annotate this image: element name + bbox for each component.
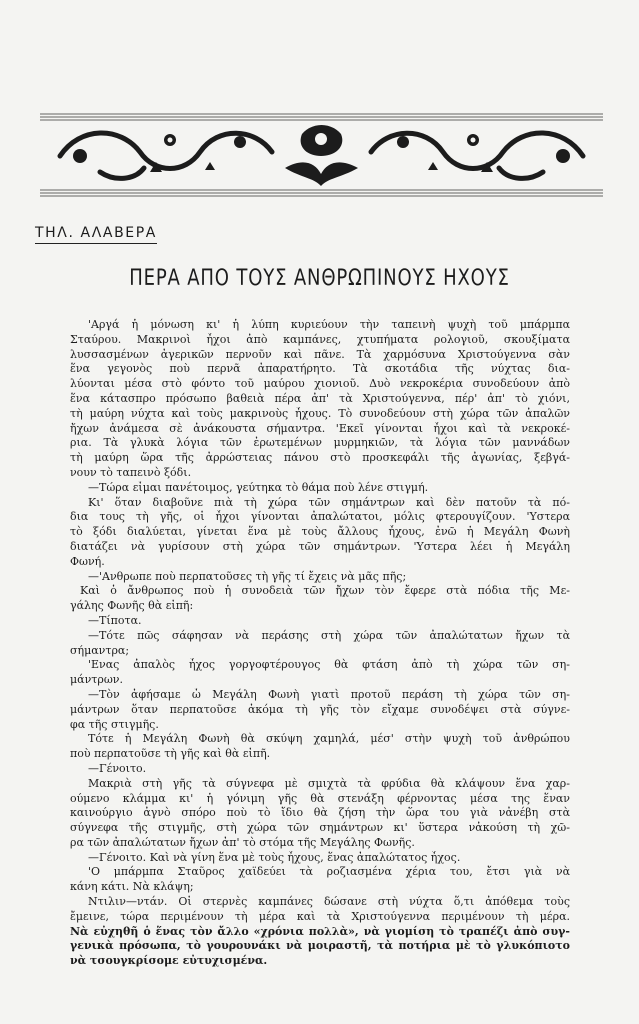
text-line: —Τίποτα.: [88, 613, 142, 627]
text-line: λύονται μέσα στὸ φόντο τοῦ μαύρου χιονιοῦ. Δυὸ νεκροκέρια συνοδεύουν ἀπὸ: [70, 377, 570, 391]
text-line: 'Αργά ἡ μόνωση κι' ἡ λύπη κυριεύουν τὴν ταπεινὴ ψυχὴ τοῦ μπάρμπα: [88, 318, 570, 331]
text-line: διατάζει νὰ γυρίσουν στὴ χώρα τῶν σημάντρων. 'Υστερα λέει ἡ Μεγάλη: [70, 539, 570, 553]
text-line: γενικὰ πρόσωπα, τὸ γουρουνάκι νὰ μοιραστῆ, τὰ ποτήρια μὲ τὸ γλυκόπιοτο: [70, 939, 570, 953]
text-line: ρα τῶν ἀπαλώτατων ἤχων ἀπ' τὸ στόμα τῆς Μεγάλης Φωνῆς.: [70, 835, 415, 849]
text-line: μάντρων ὅταν περπατοῦσε ἀκόμα τὴ γῆς τὸν εἴχαμε συνοδέψει στὰ σύγνε-: [70, 702, 570, 716]
text-line: ποὺ περπατοῦσε τὴ γῆς καὶ θὰ εἰπῆ.: [70, 747, 271, 761]
article-title: ΠΕΡΑ ΑΠΟ ΤΟΥΣ ΑΝΘΡΩΠΙΝΟΥΣ ΗΧΟΥΣ: [129, 266, 510, 291]
text-line: Μακριὰ στὴ γῆς τὰ σύγνεφα μὲ σμιχτὰ τὰ φρύδια θὰ κλάψουν ἕνα χαρ-: [88, 776, 570, 790]
text-line: Νὰ εὐχηθῆ ὁ ἕνας τὸν ἄλλο «χρόνια πολλὰ», νὰ γιομίση τὸ τραπέζι ἀπὸ συγ-: [70, 924, 570, 938]
text-line: τὸ ξόδι διαλύεται, γίνεται ἕνα μὲ τοὺς ἄλλους ἦχους, ἐνῶ ἡ Μεγάλη Φωνὴ: [70, 525, 570, 539]
text-line: —Τώρα εἶμαι πανέτοιμος, γεύτηκα τὸ θάμα ποὺ λένε στιγμή.: [88, 480, 429, 494]
text-line: ἔμεινε, τώρα περιμένουν τὴ μέρα καὶ τὰ Χριστούγεννα περιμένουν τὴ μέρα.: [70, 909, 570, 923]
text-line: νὰ τσουγκρίσομε εὐτυχισμένα.: [70, 954, 268, 968]
text-line: ἕνα κάτασπρο πρόσωπο βαθειὰ πέρα ἀπ' τὰ Χριστούγεννα, πέρ' ἀπ' τὸ χιόνι,: [70, 391, 570, 405]
text-line: ρια. Τὰ γλυκὰ λόγια τῶν ἐρωτεμένων μυρμηκιῶν, τὰ λόγια τῶν μαννάδων: [70, 436, 570, 450]
text-line: —Γένοιτο. Καὶ νὰ γίνη ἕνα μὲ τοὺς ἦχους, ἕνας ἀπαλώτατος ἦχος.: [88, 850, 461, 864]
text-line: τὴ μαύρη ὥρα τῆς ἀρρώστειας πάνου στὸ προσκεφάλι τῆς ἀγωνίας, ξεβγά-: [70, 451, 570, 465]
text-line: ούμενο κλάμμα κι' ἡ γόνιμη γῆς θὰ στενάξη φέρνοντας μέσα της ἕναν: [70, 791, 570, 805]
text-line: σύγνεφα τῆς στιγμῆς, στὴ χώρα τῶν σημάντρων κι' ὕστερα νἀκούση τὴ χῶ-: [70, 821, 570, 835]
text-line: σήμαντρα;: [70, 643, 130, 657]
text-line: Ντιλιν—ντάν. Οἱ στερνὲς καμπάνες δώσανε στὴ νύχτα ὅ,τι ἀπόθεμα τοὺς: [88, 895, 570, 909]
text-line: κάνη κάτι. Νὰ κλάψη;: [70, 880, 194, 894]
text-line: τὴ μαύρη νύχτα καὶ τοὺς μακρινοὺς ἦχους. Τὸ συνοδεύουν στὴ χώρα τῶν ἀπαλῶν: [70, 406, 570, 420]
text-line: 'Ενας ἀπαλὸς ἦχος γοργοφτέρουγος θὰ φτάση ἀπὸ τὴ χώρα τῶν ση-: [88, 658, 570, 672]
text-line: —Τότε πῶς σάφησαν νὰ περάσης στὴ χώρα τῶν ἀπαλώτατων ἤχων τὰ: [88, 628, 570, 642]
text-line: νουν τὸ ταπεινὸ ξόδι.: [70, 465, 192, 479]
text-line: δια τους τὴ γῆς, οἱ ἦχοι γίνονται ἀπαλώτατοι, μόλις φτερουγίζουν. 'Υστερα: [70, 510, 570, 524]
author-name: ΤΗΛ. ΑΛΑΒΕΡΑ: [35, 224, 157, 244]
decorative-ornament-banner: [40, 112, 603, 198]
text-line: Κι' ὅταν διαβοῦνε πιὰ τὴ χώρα τῶν σημάντρων καὶ δὲν πατοῦν τὰ πό-: [88, 495, 570, 509]
text-line: ἕνα γεγονὸς ποὺ περνᾶ ἀπαρατήρητο. Τὰ σκοτάδια τῆς νύχτας δια-: [70, 362, 570, 376]
text-line: φα τῆς στιγμῆς.: [70, 717, 159, 731]
text-line: —'Ανθρωπε ποὺ περπατοῦσες τὴ γῆς τί ἔχεις νὰ μᾶς πῆς;: [88, 569, 407, 583]
text-line: —Γένοιτο.: [88, 761, 147, 775]
article-body: [70, 318, 570, 969]
text-line: Τότε ἡ Μεγάλη Φωνὴ θὰ σκύψη χαμηλά, μέσ' στὴν ψυχὴ τοῦ ἀνθρώπου: [88, 732, 570, 746]
text-line: Σταύρου. Μακρινοὶ ἦχοι ἀπὸ καμπάνες, χτυπήματα ρολογιοῦ, σκουξίματα: [70, 332, 570, 346]
text-line: γάλης Φωνῆς θὰ εἰπῆ:: [70, 599, 194, 613]
text-line: λυσσασμένων ἀγερικῶν περνοῦν καὶ πᾶνε. Τὰ χαρμόσυνα Χριστούγεννα σὰν: [70, 347, 570, 361]
text-line: Φωνή.: [70, 554, 105, 568]
text-line: μάντρων.: [70, 673, 123, 687]
text-line: 'Ο μπάρμπα Σταῦρος χαϊδεύει τὰ ροζιασμένα χέρια του, ἔτσι γιὰ νὰ: [88, 865, 570, 879]
text-line: καινούργιο ἀγνὸ σπόρο ποὺ τὸ ἴδιο θὰ ζήση τὴν ὥρα του γιὰ νἀνέβη στὰ: [70, 806, 570, 820]
text-line: —Τὸν ἀφήσαμε ὦ Μεγάλη Φωνὴ γιατὶ προτοῦ περάση τὴ χώρα τῶν ση-: [88, 687, 570, 701]
text-line: ἤχων ἀνάμεσα σὲ ἀνάκουστα σήμαντρα. 'Εκεῖ γίνονται ἦχοι καὶ τὰ νεκροκέ-: [70, 421, 570, 435]
text-line: Καὶ ὁ ἄνθρωπος ποὺ ἡ συνοδειὰ τῶν ἤχων τὸν ἔφερε στὰ πόδια τῆς Με-: [80, 584, 570, 598]
